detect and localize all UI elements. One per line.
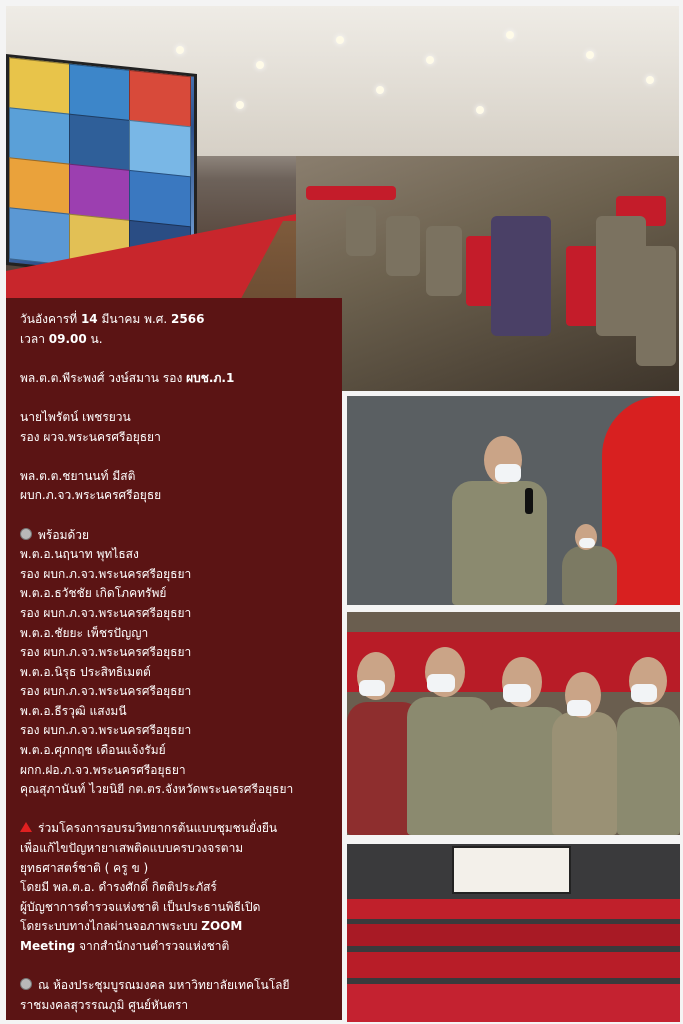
attendee-line: รอง ผบก.ภ.จว.พระนครศรีอยุธยา	[20, 566, 192, 581]
project-line: ยุทธศาสตร์ชาติ ( ครู ข )	[20, 860, 149, 875]
project-line: ร่วมโครงการอบรมวิทยากรต้นแบบชุมชนยั่งยืน	[20, 819, 336, 839]
announcement-text	[20, 310, 336, 1015]
attendee-line: คุณสุภานันท์ ไวยนิยี กต.ตร.จังหวัดพระนครศรีอยุธยา	[20, 782, 294, 797]
ceiling-light	[646, 76, 654, 84]
officers-photo	[347, 612, 680, 835]
attendee-line: ผกก.ฝอ.ภ.จว.พระนครศรีอยุธยา	[20, 762, 186, 777]
attendee-line: รอง ผบก.ภ.จว.พระนครศรีอยุธยา	[20, 645, 192, 660]
ceiling-light	[476, 106, 484, 114]
ceiling-light	[506, 31, 514, 39]
project-line: ผู้บัญชาการตำรวจแห่งชาติ เป็นประธานพิธีเปิด	[20, 899, 261, 914]
person2-role: รอง ผวจ.พระนครศรีอยุธยา	[20, 429, 161, 444]
chair-line: พล.ต.ต.พีระพงศ์ วงษ์สมาน รอง ผบช.ภ.1	[20, 370, 235, 385]
attendee-line: พ.ต.อ.ธวัชชัย เกิดโภคทรัพย์	[20, 586, 167, 601]
time-line: เวลา 09.00 น.	[20, 331, 103, 346]
person2-name: นายไพรัตน์ เพชรยวน	[20, 409, 131, 424]
with-heading: พร้อมด้วย	[20, 526, 336, 546]
ceiling-light	[336, 36, 344, 44]
speaker-photo	[347, 396, 680, 605]
zoom-line: โดยระบบทางไกลผ่านจอภาพระบบ ZOOM	[20, 919, 243, 934]
attendee-line: รอง ผบก.ภ.จว.พระนครศรีอยุธยา	[20, 723, 192, 738]
attendee-line: พ.ต.อ.ชัยยะ เพ็ชรปัญญา	[20, 625, 149, 640]
person3-role: ผบก.ภ.จว.พระนครศรีอยุธย	[20, 488, 162, 503]
ceiling-light	[236, 101, 244, 109]
project-line: เพื่อแก้ไขปัญหายาเสพติดแบบครบวงจรตาม	[20, 841, 244, 856]
ceiling-light	[586, 51, 594, 59]
grey-circle-icon	[20, 978, 32, 990]
attendee-line: พ.ต.อ.นฤนาท พุทไธสง	[20, 547, 139, 562]
red-triangle-icon	[20, 822, 32, 832]
attendee-line: พ.ต.อ.ธีรวุฒิ แสงมนี	[20, 703, 127, 718]
auditorium-wide-photo	[347, 844, 680, 1022]
audience-seating	[296, 156, 679, 391]
project-line: โดยมี พล.ต.อ. ดำรงศักดิ์ กิตติประภัสร์	[20, 880, 217, 895]
attendee-line: พ.ต.อ.นิรุธ ประสิทธิเมตต์	[20, 664, 151, 679]
attendee-line: พ.ต.อ.ศุภกฤช เดือนแจ้งรัมย์	[20, 743, 166, 758]
venue-line: ณ ห้องประชุมบูรณมงคล มหาวิทยาลัยเทคโนโลยี	[20, 976, 336, 996]
person3-name: พล.ต.ต.ชยานนท์ มีสติ	[20, 468, 136, 483]
ceiling-light	[426, 56, 434, 64]
date-line: วันอังคารที่ 14 มีนาคม พ.ศ. 2566	[20, 312, 205, 326]
ceiling-light	[176, 46, 184, 54]
attendee-line: รอง ผบก.ภ.จว.พระนครศรีอยุธยา	[20, 684, 192, 699]
ceiling-light	[256, 61, 264, 69]
attendee-line: รอง ผบก.ภ.จว.พระนครศรีอยุธยา	[20, 605, 192, 620]
zoom-line-2: Meeting จากสำนักงานตำรวจแห่งชาติ	[20, 939, 230, 953]
ceiling-light	[376, 86, 384, 94]
venue-line-2: ราชมงคลสุวรรณภูมิ ศูนย์หันตรา	[20, 997, 189, 1012]
grey-circle-icon	[20, 528, 32, 540]
announcement-panel	[6, 298, 342, 1020]
